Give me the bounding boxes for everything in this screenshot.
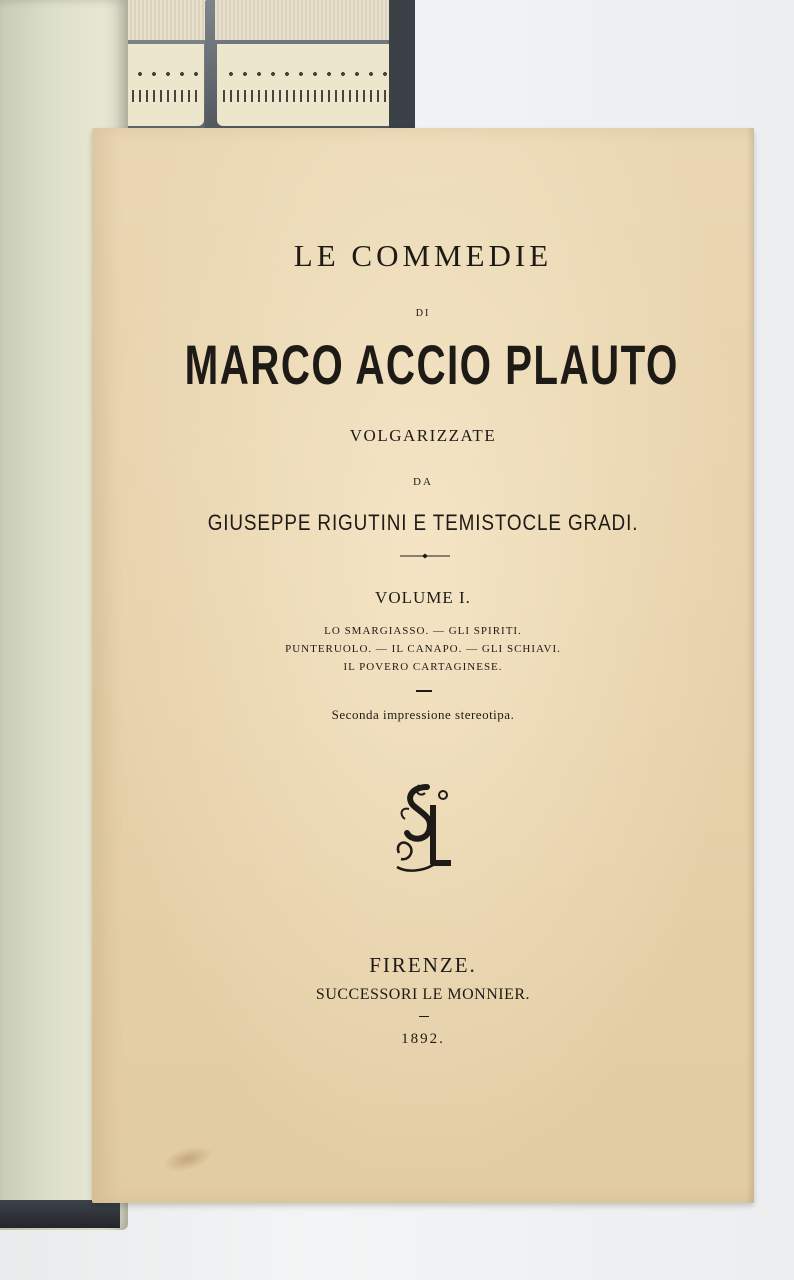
paper-stain: [160, 1141, 216, 1176]
divider-rule: [419, 1016, 429, 1017]
contents-line: IL POVERO CARTAGINESE.: [343, 661, 503, 673]
book-cover-edge: [0, 1200, 120, 1228]
preposition-da: DA: [413, 476, 433, 488]
contents-line: LO SMARGIASSO. — GLI SPIRITI.: [324, 625, 522, 637]
preposition-di: DI: [415, 308, 431, 319]
edition-note: Seconda impressione stereotipa.: [331, 707, 515, 722]
contents-line: PUNTERUOLO. — IL CANAPO. — GLI SCHIAVI.: [285, 643, 561, 655]
divider-rule: [416, 690, 432, 692]
author-name: MARCO ACCIO PLAUTO: [184, 333, 679, 396]
subtitle-volgarizzate: VOLGARIZZATE: [349, 426, 497, 445]
publisher-monogram-icon: [393, 783, 457, 875]
background-book-right: [205, 0, 415, 140]
imprint-city: FIRENZE.: [369, 953, 477, 977]
imprint-publisher: SUCCESSORI LE MONNIER.: [315, 986, 531, 1003]
translators: GIUSEPPE RIGUTINI E TEMISTOCLE GRADI.: [207, 510, 639, 535]
spine-label: [217, 44, 399, 126]
title-page: [92, 128, 754, 1203]
imprint-year: 1892.: [401, 1031, 445, 1047]
ornament-icon: [223, 64, 393, 102]
ornament-divider-icon: [400, 553, 450, 559]
volume-label: VOLUME I.: [375, 588, 471, 607]
title-line: LE COMMEDIE: [293, 238, 553, 273]
